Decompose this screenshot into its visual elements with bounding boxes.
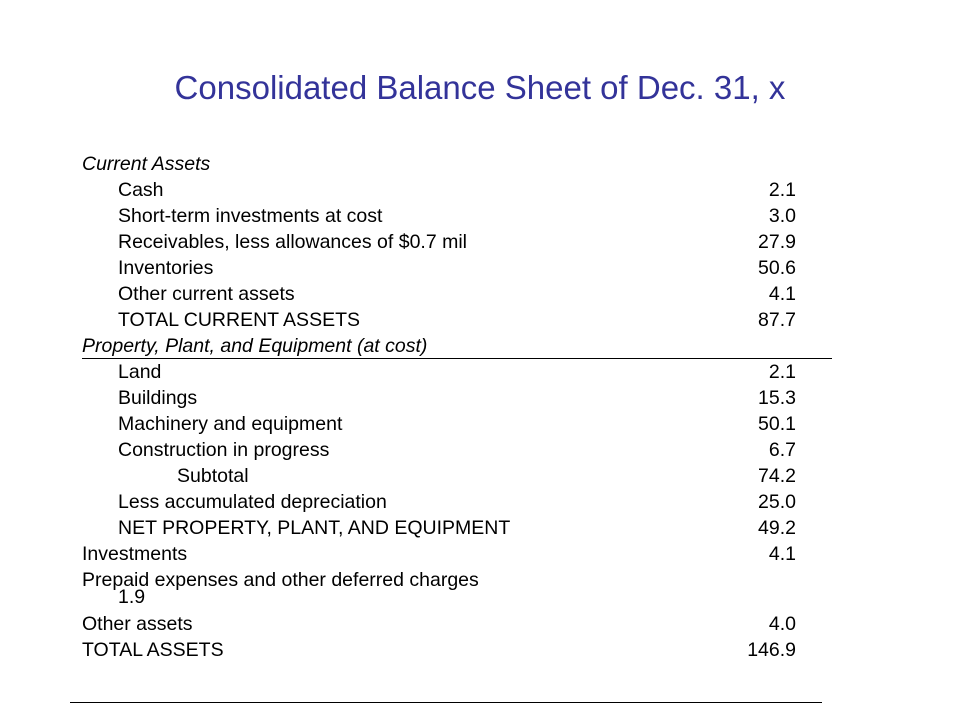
line-item-label: Receivables, less allowances of $0.7 mil: [118, 231, 468, 253]
current-assets-heading-row: [82, 151, 832, 177]
line-item-value: 4.0: [768, 613, 796, 635]
line-item-value: 3.0: [768, 205, 796, 227]
page-title: Consolidated Balance Sheet of Dec. 31, x: [174, 69, 786, 106]
line-item-label: Short-term investments at cost: [118, 205, 383, 227]
balance-sheet: [82, 151, 832, 663]
line-item-label: Machinery and equipment: [118, 413, 343, 435]
line-item-label: Cash: [118, 179, 164, 201]
line-item-value: 146.9: [747, 639, 796, 661]
line-item-label: Investments: [82, 543, 188, 565]
line-item-label: NET PROPERTY, PLANT, AND EQUIPMENT: [118, 517, 511, 539]
ppe-heading-row: [82, 333, 832, 359]
line-item-value: 50.1: [758, 413, 796, 435]
line-item-label: TOTAL CURRENT ASSETS: [118, 309, 360, 331]
line-item-value: 49.2: [758, 517, 796, 539]
line-item-label: Inventories: [118, 257, 214, 279]
line-item-value: 74.2: [758, 465, 796, 487]
line-item-label: Less accumulated depreciation: [118, 491, 387, 513]
line-item-label: Subtotal: [177, 465, 249, 487]
line-item-value: 2.1: [768, 179, 796, 201]
line-item-label: Land: [118, 361, 162, 383]
line-item-label: Other current assets: [118, 283, 295, 305]
line-item-value: 87.7: [758, 309, 796, 331]
line-item-total-assets: [82, 637, 832, 663]
line-item-value: 6.7: [768, 439, 796, 461]
line-item-subtotal: [82, 463, 832, 489]
line-item-other-assets: [82, 611, 832, 637]
line-item-total-current-assets: [82, 307, 832, 333]
line-item-investments: [82, 541, 832, 567]
line-item-net-ppe: [82, 515, 832, 541]
line-item-value: 25.0: [758, 491, 796, 513]
line-item-construction: [82, 437, 832, 463]
line-item-value: 15.3: [758, 387, 796, 409]
line-item-label: Other assets: [82, 613, 193, 635]
line-item-prepaid: [82, 567, 832, 611]
line-item-cash: [82, 177, 832, 203]
line-item-value: 50.6: [758, 257, 796, 279]
line-item-label: Prepaid expenses and other deferred charges: [82, 569, 479, 591]
line-item-receivables: [82, 229, 832, 255]
line-item-value: 27.9: [758, 231, 796, 253]
bottom-rule: [70, 702, 822, 703]
line-item-machinery: [82, 411, 832, 437]
line-item-value: 4.1: [768, 283, 796, 305]
ppe-heading: Property, Plant, and Equipment (at cost): [82, 335, 428, 357]
line-item-depreciation: [82, 489, 832, 515]
line-item-other-current-assets: [82, 281, 832, 307]
line-item-short-term-investments: [82, 203, 832, 229]
line-item-land: [82, 359, 832, 385]
line-item-value: 4.1: [768, 543, 796, 565]
line-item-value: 1.9: [118, 586, 146, 608]
line-item-inventories: [82, 255, 832, 281]
line-item-label: TOTAL ASSETS: [82, 639, 224, 661]
line-item-label: Construction in progress: [118, 439, 330, 461]
line-item-buildings: [82, 385, 832, 411]
section-divider: [82, 358, 832, 359]
line-item-value: 2.1: [768, 361, 796, 383]
line-item-label: Buildings: [118, 387, 198, 409]
current-assets-heading: Current Assets: [82, 153, 211, 175]
